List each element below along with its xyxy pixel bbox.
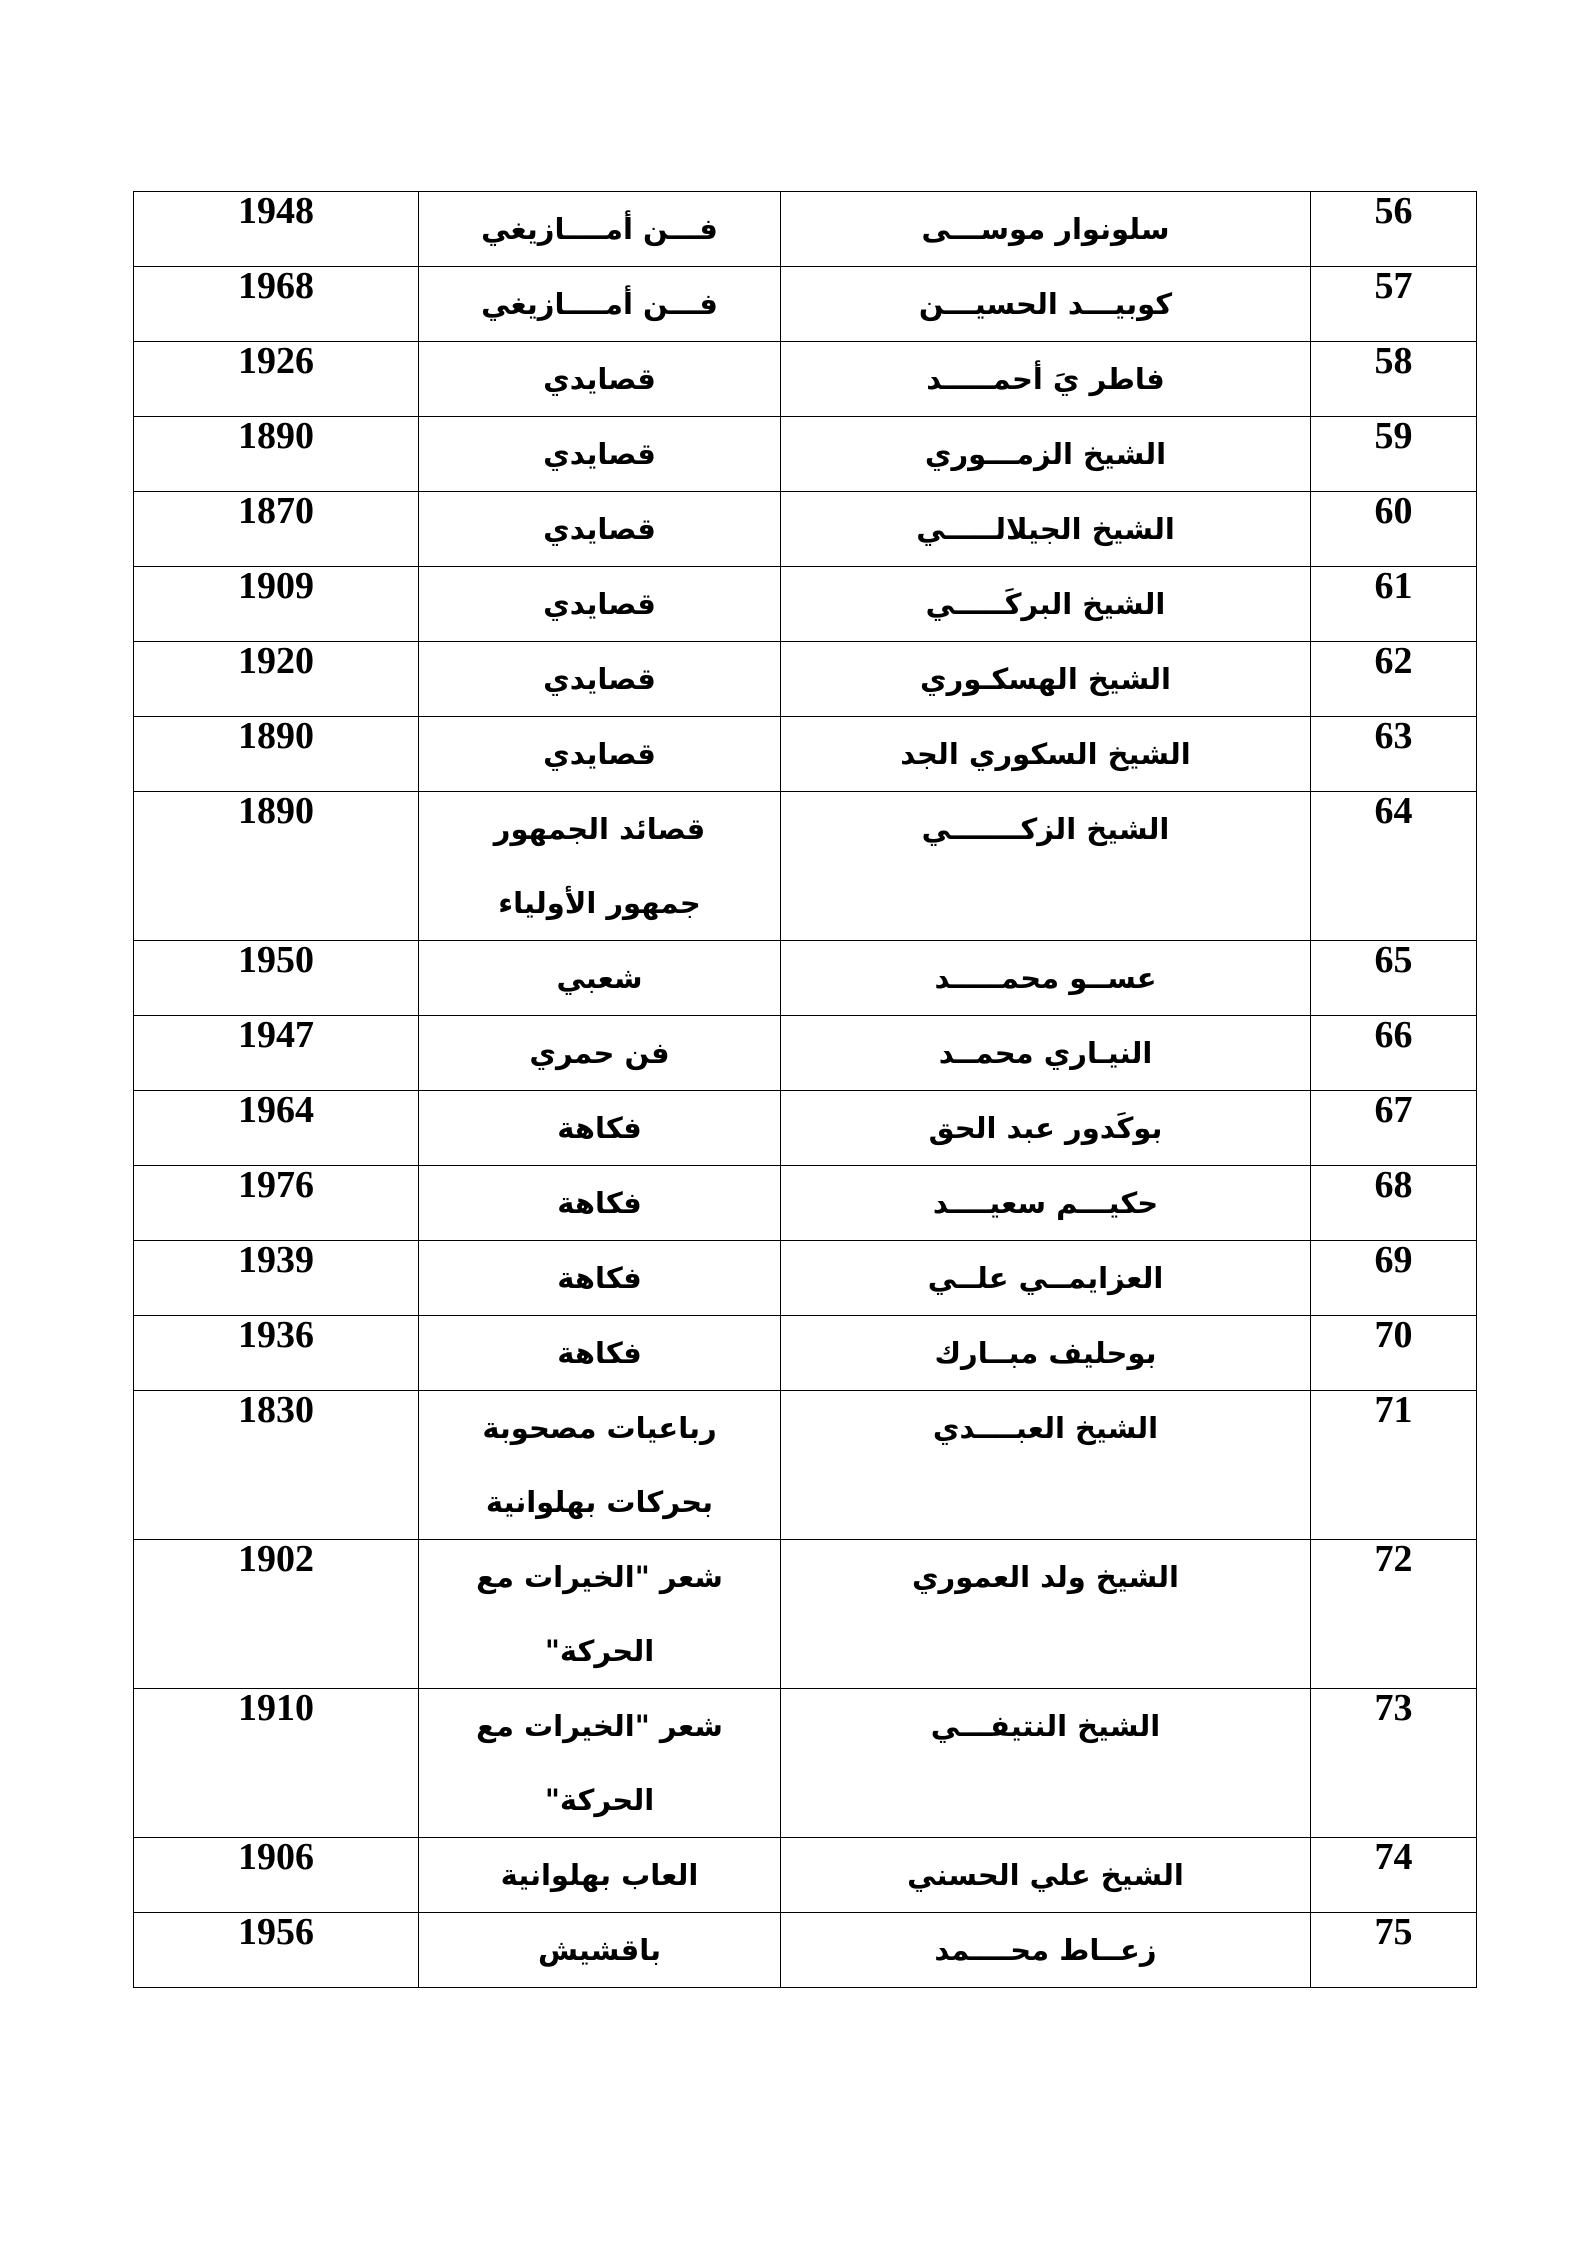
category-cell: العاب بهلوانية (419, 1838, 781, 1913)
name-cell: بوكَدور عبد الحق (781, 1091, 1311, 1166)
name-cell: الشيخ الزمـــوري (781, 417, 1311, 492)
year-cell: 1890 (134, 717, 419, 792)
name-cell: الشيخ علي الحسني (781, 1838, 1311, 1913)
table-row (134, 192, 1477, 267)
year-cell: 1964 (134, 1091, 419, 1166)
category-cell: شعر "الخيرات مع الحركة" (419, 1689, 781, 1838)
year-cell: 1830 (134, 1391, 419, 1540)
category-cell: قصايدي (419, 417, 781, 492)
name-cell: النيـاري محمــد (781, 1016, 1311, 1091)
name-cell: بوحليف مبــارك (781, 1316, 1311, 1391)
name-cell: زعــاط محــــمد (781, 1913, 1311, 1988)
number-cell: 57 (1311, 267, 1477, 342)
number-cell: 66 (1311, 1016, 1477, 1091)
number-cell: 71 (1311, 1391, 1477, 1540)
number-cell: 68 (1311, 1166, 1477, 1241)
name-cell: الشيخ ولد العموري (781, 1540, 1311, 1689)
year-cell: 1939 (134, 1241, 419, 1316)
name-cell: عســو محمـــــد (781, 941, 1311, 1016)
year-cell: 1890 (134, 417, 419, 492)
number-cell: 58 (1311, 342, 1477, 417)
category-cell: فـــن أمــــازيغي (419, 267, 781, 342)
number-cell: 70 (1311, 1316, 1477, 1391)
category-cell: قصايدي (419, 717, 781, 792)
table-row (134, 1391, 1477, 1540)
number-cell: 72 (1311, 1540, 1477, 1689)
year-cell: 1936 (134, 1316, 419, 1391)
name-cell: الشيخ البركَـــــي (781, 567, 1311, 642)
category-cell: رباعيات مصحوبة بحركات بهلوانية (419, 1391, 781, 1540)
year-cell: 1950 (134, 941, 419, 1016)
category-cell: قصايدي (419, 642, 781, 717)
table-row (134, 417, 1477, 492)
number-cell: 74 (1311, 1838, 1477, 1913)
table-row (134, 342, 1477, 417)
name-cell: الشيخ السكوري الجد (781, 717, 1311, 792)
number-cell: 65 (1311, 941, 1477, 1016)
name-cell: فاطر يَ أحمـــــد (781, 342, 1311, 417)
year-cell: 1947 (134, 1016, 419, 1091)
name-cell: حكيـــم سعيــــد (781, 1166, 1311, 1241)
category-cell: فكاهة (419, 1316, 781, 1391)
number-cell: 73 (1311, 1689, 1477, 1838)
name-cell: الشيخ العبــــدي (781, 1391, 1311, 1540)
table-row (134, 1166, 1477, 1241)
category-cell: شعر "الخيرات مع الحركة" (419, 1540, 781, 1689)
table-row (134, 492, 1477, 567)
name-cell: الشيخ الجيلالـــــي (781, 492, 1311, 567)
number-cell: 63 (1311, 717, 1477, 792)
table-row (134, 642, 1477, 717)
name-cell: الشيخ الهسكـوري (781, 642, 1311, 717)
number-cell: 67 (1311, 1091, 1477, 1166)
year-cell: 1968 (134, 267, 419, 342)
year-cell: 1910 (134, 1689, 419, 1838)
year-cell: 1920 (134, 642, 419, 717)
category-cell: فكاهة (419, 1166, 781, 1241)
number-cell: 60 (1311, 492, 1477, 567)
table-row (134, 267, 1477, 342)
year-cell: 1976 (134, 1166, 419, 1241)
category-cell: فـــن أمــــازيغي (419, 192, 781, 267)
year-cell: 1902 (134, 1540, 419, 1689)
number-cell: 62 (1311, 642, 1477, 717)
table-row (134, 567, 1477, 642)
category-cell: فكاهة (419, 1241, 781, 1316)
name-cell: الشيخ الزكـــــــي (781, 792, 1311, 941)
number-cell: 56 (1311, 192, 1477, 267)
name-cell: سلونوار موســـى (781, 192, 1311, 267)
table-row (134, 1316, 1477, 1391)
table-row (134, 792, 1477, 941)
table-row (134, 1091, 1477, 1166)
number-cell: 64 (1311, 792, 1477, 941)
category-cell: قصايدي (419, 492, 781, 567)
table-row (134, 717, 1477, 792)
category-cell: باقشيش (419, 1913, 781, 1988)
name-cell: العزايمــي علــي (781, 1241, 1311, 1316)
table-row (134, 1016, 1477, 1091)
year-cell: 1890 (134, 792, 419, 941)
number-cell: 69 (1311, 1241, 1477, 1316)
category-cell: شعبي (419, 941, 781, 1016)
number-cell: 75 (1311, 1913, 1477, 1988)
year-cell: 1909 (134, 567, 419, 642)
year-cell: 1926 (134, 342, 419, 417)
table-row (134, 1540, 1477, 1689)
category-cell: قصايدي (419, 342, 781, 417)
year-cell: 1906 (134, 1838, 419, 1913)
number-cell: 61 (1311, 567, 1477, 642)
category-cell: فكاهة (419, 1091, 781, 1166)
name-cell: الشيخ النتيفـــي (781, 1689, 1311, 1838)
year-cell: 1870 (134, 492, 419, 567)
table-row (134, 1913, 1477, 1988)
name-cell: كوبيـــد الحسيـــن (781, 267, 1311, 342)
category-cell: قصايدي (419, 567, 781, 642)
category-cell: قصائد الجمهور جمهور الأولياء (419, 792, 781, 941)
table-row (134, 1689, 1477, 1838)
number-cell: 59 (1311, 417, 1477, 492)
year-cell: 1956 (134, 1913, 419, 1988)
category-cell: فن حمري (419, 1016, 781, 1091)
year-cell: 1948 (134, 192, 419, 267)
table-row (134, 1241, 1477, 1316)
records-table (133, 191, 1477, 1988)
table-row (134, 941, 1477, 1016)
table-row (134, 1838, 1477, 1913)
